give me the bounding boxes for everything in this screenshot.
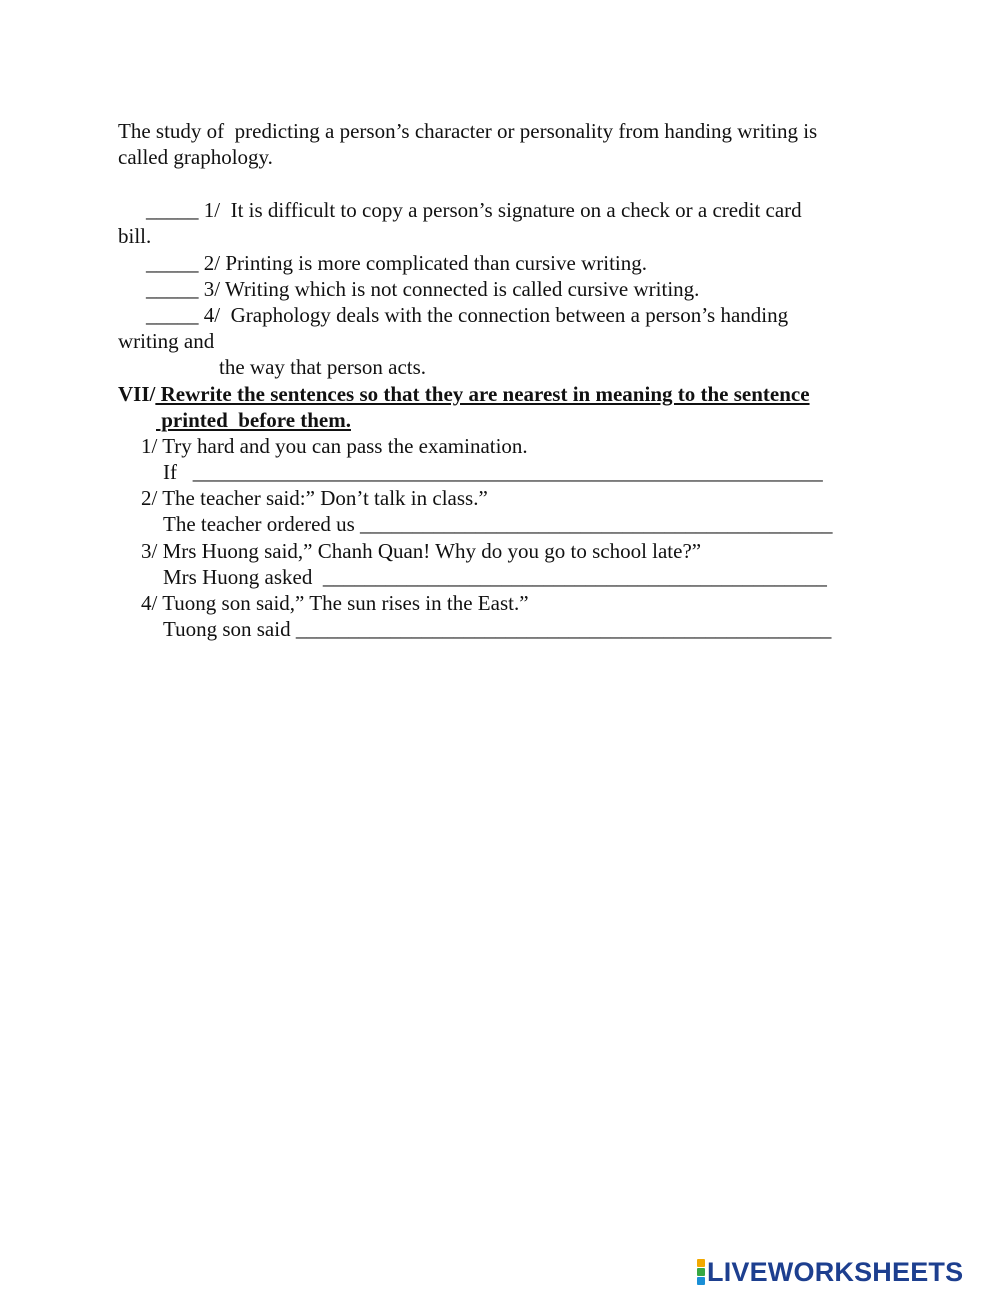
question-1-line-2: bill. bbox=[118, 224, 152, 248]
section-7-title-line-1: Rewrite the sentences so that they are nearest in meaning to the sentence bbox=[155, 382, 810, 406]
liveworksheets-logo bbox=[697, 1255, 963, 1289]
question-4-line-1: _____ 4/ Graphology deals with the connection between a person’s handing bbox=[146, 303, 789, 327]
question-1-line-1: _____ 1/ It is difficult to copy a person’s signature on a check or a credit card bbox=[146, 198, 802, 222]
rewrite-1-sentence: 1/ Try hard and you can pass the examination. bbox=[141, 434, 528, 458]
intro-line-2: called graphology. bbox=[118, 145, 273, 169]
rewrite-4-answer-line[interactable]: Tuong son said ___________________________________________________ bbox=[163, 617, 832, 641]
rewrite-3-answer-line[interactable]: Mrs Huong asked ________________________________________________ bbox=[163, 565, 827, 589]
rewrite-4-sentence: 4/ Tuong son said,” The sun rises in the East.” bbox=[141, 591, 529, 615]
intro-line-1: The study of predicting a person’s character or personality from handing writing is bbox=[118, 119, 818, 143]
section-7-title-line-2: printed before them. bbox=[156, 408, 351, 432]
rewrite-1-answer-line[interactable]: If ____________________________________________________________ bbox=[163, 460, 823, 484]
question-3: _____ 3/ Writing which is not connected is called cursive writing. bbox=[146, 277, 700, 301]
liveworksheets-logo-icon bbox=[697, 1259, 705, 1285]
brand-name: LIVEWORKSHEETS bbox=[707, 1256, 964, 1287]
section-7-heading bbox=[118, 381, 810, 407]
question-4-line-2: writing and bbox=[118, 329, 215, 353]
section-7-number: VII/ bbox=[118, 382, 156, 406]
rewrite-2-sentence: 2/ The teacher said:” Don’t talk in class.” bbox=[141, 486, 488, 510]
rewrite-3-sentence: 3/ Mrs Huong said,” Chanh Quan! Why do you go to school late?” bbox=[141, 539, 702, 563]
question-4-line-3: the way that person acts. bbox=[219, 355, 427, 379]
question-2: _____ 2/ Printing is more complicated than cursive writing. bbox=[146, 251, 647, 275]
rewrite-2-answer-line[interactable]: The teacher ordered us _____________________________________________ bbox=[163, 512, 833, 536]
